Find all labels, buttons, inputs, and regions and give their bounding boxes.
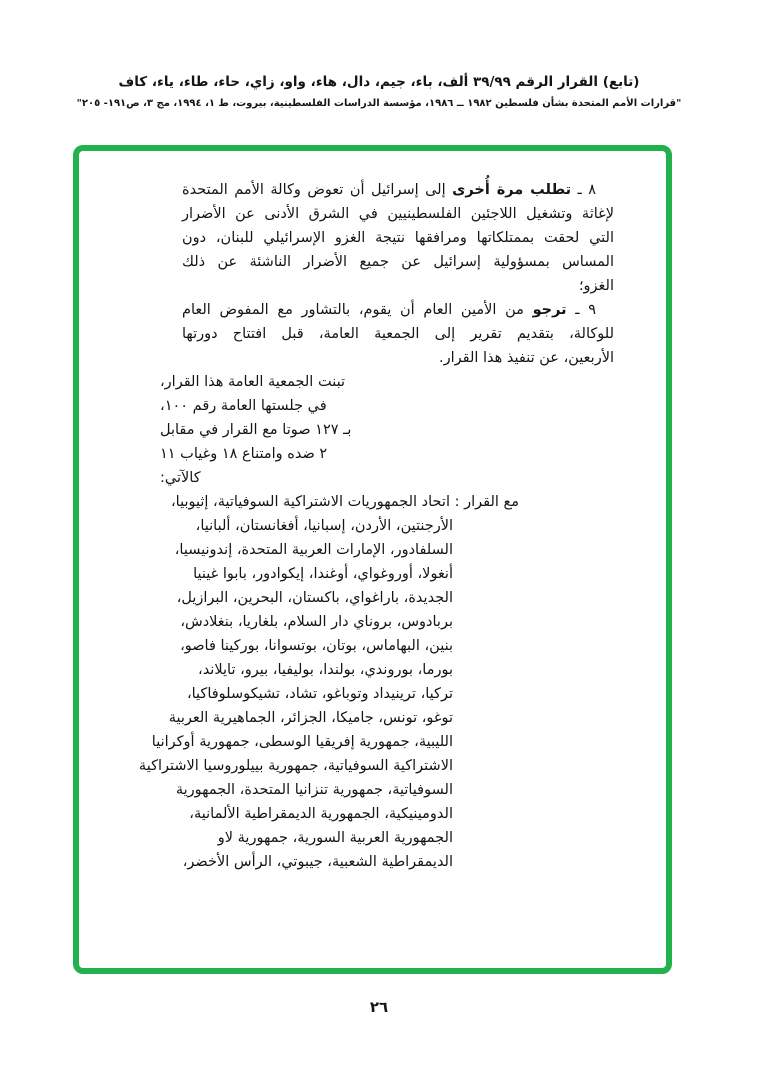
vote-country-line: بربادوس، بروناي دار السلام، بلغاريا، بنغلادش، <box>180 614 453 630</box>
adoption-line: تبنت الجمعية العامة هذا القرار، <box>160 374 345 390</box>
paragraph-9-lead: ترجو <box>532 302 567 318</box>
vote-country-line: توغو، تونس، جاميكا، الجزائر، الجماهيرية العربية <box>168 710 453 726</box>
vote-country-line: السلفادور، الإمارات العربية المتحدة، إندونيسيا، <box>174 542 453 558</box>
vote-country-line: الاشتراكية السوفياتية، جمهورية بييلوروسيا الاشتراكية <box>138 758 453 774</box>
page-header <box>0 74 758 109</box>
vote-country-line: الديمقراطية الشعبية، جيبوتي، الرأس الأخضر، <box>182 854 453 870</box>
paragraph-9-line: الأربعين، عن تنفيذ هذا القرار. <box>439 350 614 366</box>
paragraph-9-number: ٩ ـ <box>575 302 597 318</box>
adoption-line: ٢ ضده وامتناع ١٨ وغياب ١١ <box>160 446 328 462</box>
vote-country-line: الليبية، جمهورية إفريقيا الوسطى، جمهورية أوكرانيا <box>151 734 453 750</box>
vote-country-line: الأرجنتين، الأردن، إسبانيا، أفغانستان، ألبانيا، <box>195 518 453 534</box>
paragraph-8-line: التي لحقت بممتلكاتها ومرافقها نتيجة الغزو الإسرائيلي للبنان، دون <box>182 230 614 246</box>
resolution-paragraphs <box>182 178 614 370</box>
paragraph-8-line: المساس بمسؤولية إسرائيل عن جميع الأضرار الناشئة عن ذلك <box>182 254 614 270</box>
paragraph-8-line: لإغاثة وتشغيل اللاجئين الفلسطينيين في الشرق الأدنى عن الأضرار <box>182 206 614 222</box>
resolution-title: (تابع) القرار الرقم ٣٩/٩٩ ألف، باء، جيم، دال، هاء، واو، زاي، حاء، طاء، ياء، كاف <box>118 74 640 90</box>
vote-country-line: بورما، بوروندي، بولندا، بوليفيا، بيرو، تايلاند، <box>198 662 453 678</box>
paragraph-9-text: من الأمين العام أن يقوم، بالتشاور مع المفوض العام <box>182 302 524 318</box>
adoption-line: كالآتي: <box>160 470 201 486</box>
vote-country-line: السوفياتية، جمهورية تنزانيا المتحدة، الجمهورية <box>175 782 453 798</box>
paragraph-9-line: للوكالة، بتقديم تقرير إلى الجمعية العامة، قبل افتتاح دورتها <box>182 326 614 342</box>
vote-country-line: الجديدة، باراغواي، باكستان، البحرين، البرازيل، <box>176 590 453 606</box>
source-citation: "قرارات الأمم المتحدة بشأن فلسطين ١٩٨٢ ــ ١٩٨٦، مؤسسة الدراسات الفلسطينية، بيروت، ط ١، ١٩٩٤، مج ٣، ص١٩١- ٢٠٥" <box>76 98 682 109</box>
vote-with-list <box>138 490 519 874</box>
adoption-line: بـ ١٢٧ صوتا مع القرار في مقابل <box>160 422 352 438</box>
page-number: ٢٦ <box>369 998 389 1016</box>
vote-country-line: بنين، البهاماس، بوتان، بوتسوانا، بوركينا فاصو، <box>180 638 453 654</box>
vote-country-line: أنغولا، أوروغواي، أوغندا، إيكوادور، بابوا غينيا <box>193 566 453 582</box>
adoption-line: في جلستها العامة رقم ١٠٠، <box>160 398 327 414</box>
paragraph-8-text: إلى إسرائيل أن تعوض وكالة الأمم المتحدة <box>182 182 446 198</box>
paragraph-8-line <box>182 178 614 202</box>
vote-with-label-line: مع القرار : اتحاد الجمهوريات الاشتراكية السوفياتية، إثيوبيا، <box>170 494 519 510</box>
paragraph-8-number: ٨ ـ <box>577 182 597 198</box>
vote-country-line: تركيا، ترينيداد وتوباغو، تشاد، تشيكوسلوفاكيا، <box>186 686 453 702</box>
paragraph-8-lead: تطلب مرة أُخرى <box>452 182 572 198</box>
paragraph-9-line <box>182 298 614 322</box>
vote-country-line: الدومينيكية، الجمهورية الديمقراطية الألمانية، <box>189 806 453 822</box>
vote-country-line: الجمهورية العربية السورية، جمهورية لاو <box>217 830 453 846</box>
adoption-statement <box>160 370 446 490</box>
paragraph-8-line: الغزو؛ <box>578 278 614 294</box>
